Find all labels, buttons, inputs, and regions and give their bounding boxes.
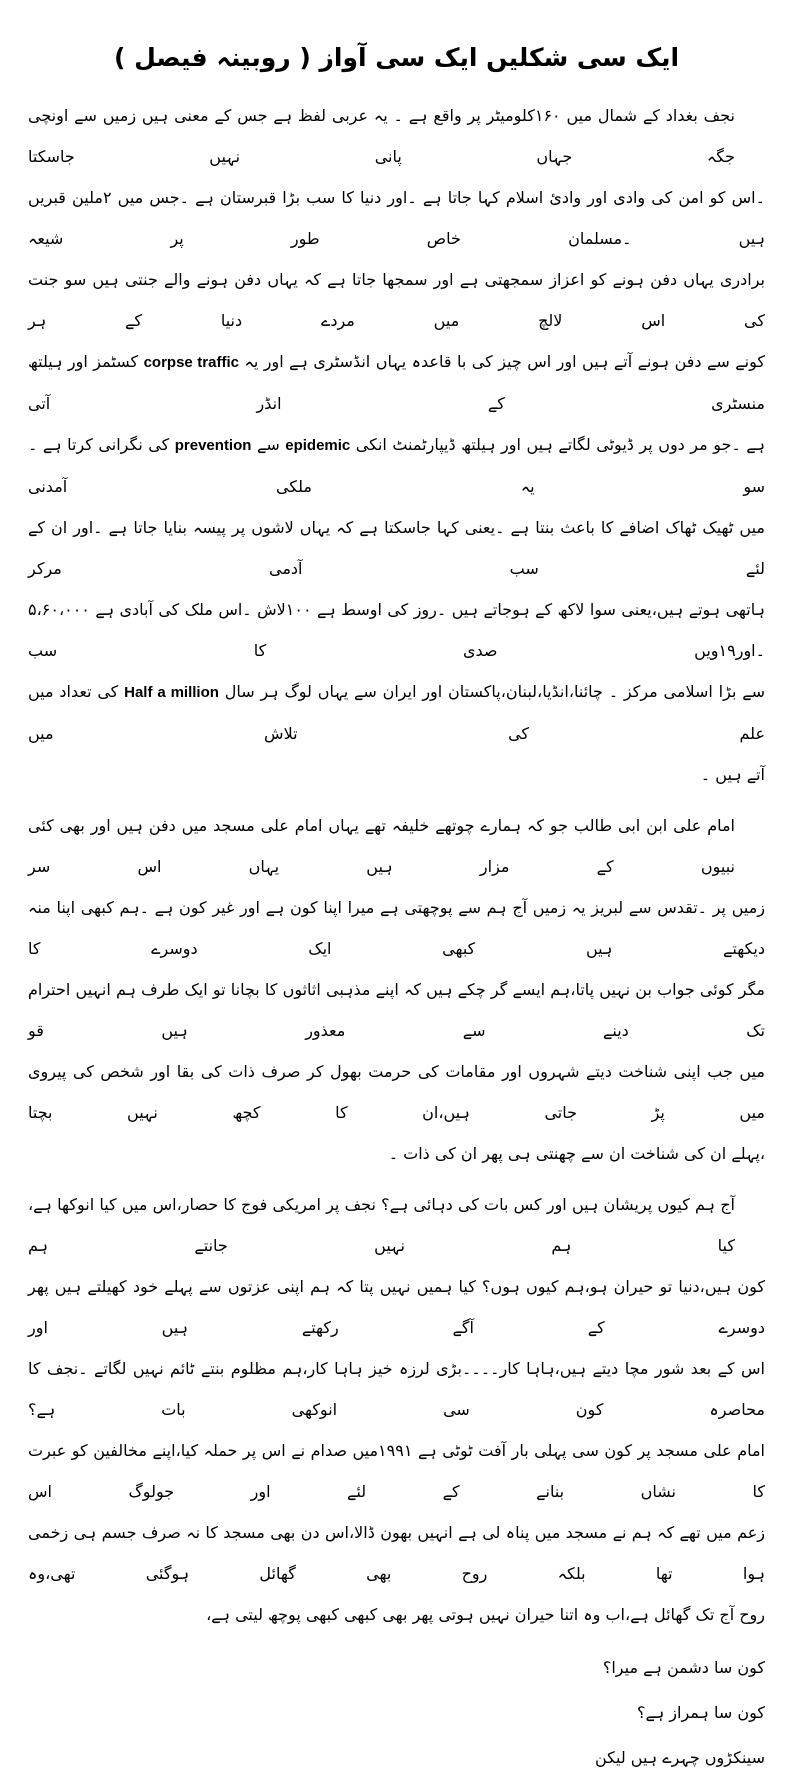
urdu-text: آج ہم کیوں پریشان ہیں اور کس بات کی دہائی ہے؟ نجف پر امریکی فوج کا حصار،اس میں کیا انوکھا ہے، کیا ہم نہیں جانتے ہم	[28, 1195, 735, 1255]
urdu-text: زعم میں تھے کہ ہم نے مسجد میں پناہ لی ہے انہیں بھون ڈالا،اس دن بھی مسجد کا نہ صرف جسم ہی زخمی ہوا تھا بلکہ روح بھی گھائل ہوگئی تھی،وہ	[28, 1523, 765, 1583]
closing-line: کون سا دشمن ہے میرا؟	[602, 1658, 765, 1677]
urdu-text: کون ہیں،دنیا تو حیران ہو،ہم کیوں ہوں؟ کیا ہمیں نہیں پتا کہ ہم اپنی عزتوں سے پہلے خود کھیلتے ہیں پھر دوسرے کے آگے رکھتے ہیں اور	[28, 1277, 765, 1337]
urdu-text: کی نگرانی کرتا ہے ۔سو یہ ملکی آمدنی	[28, 435, 765, 496]
urdu-text: کونے سے دفن ہونے آتے ہیں اور اس چیز کی با قاعدہ یہاں انڈسٹری ہے اور یہ	[238, 352, 765, 371]
text-line	[28, 754, 765, 795]
text-line	[28, 1184, 765, 1266]
text-line	[28, 1051, 765, 1133]
text-line	[28, 1348, 765, 1430]
text-line	[28, 341, 765, 424]
english-term: corpse traffic	[143, 354, 239, 371]
english-term: epidemic	[285, 437, 351, 454]
text-line	[28, 177, 765, 259]
english-term: Half a million	[124, 684, 219, 701]
urdu-text: نجف بغداد کے شمال میں ۱۶۰کلومیٹر پر واقع ہے ۔ یہ عربی لفظ ہے جس کے معنی ہیں زمیں سے اونچی جگہ جہاں پانی نہیں جاسکتا	[28, 106, 736, 166]
urdu-text: مگر کوئی جواب بن نہیں پاتا،ہم ایسے گر چکے ہیں کہ اپنے مذہبی اثاثوں کا بچانا تو ایک طرف ہم انہیں احترام تک دینے سے معذور ہیں قو	[28, 980, 765, 1040]
urdu-text: کی تعداد میں علم کی تلاش میں	[28, 682, 765, 743]
paragraph	[28, 805, 765, 1174]
text-line	[28, 259, 765, 341]
english-term: prevention	[174, 437, 252, 454]
text-line	[28, 589, 765, 671]
urdu-text: ہے ۔جو مر دوں پر ڈیوٹی لگاتے ہیں اور ہیلتھ ڈیپارٹمنٹ انکی	[350, 435, 765, 454]
paragraph	[28, 95, 765, 795]
text-line	[28, 887, 765, 969]
text-line	[28, 969, 765, 1051]
text-line	[28, 1512, 765, 1594]
urdu-text: میں جب اپنی شناخت دیتے شہروں اور مقامات کی حرمت بھول کر صرف ذات کی بقا اور شخص کی پیروی میں پڑ جاتی ہیں،ان کا کچھ نہیں بچتا	[28, 1062, 765, 1122]
urdu-text: اس کے بعد شور مچا دیتے ہیں،ہاہا کار۔۔۔۔بڑی لرزہ خیز ہاہا کار،ہم مظلوم بنتے ٹائم نہیں لگاتے ۔نجف کا محاصرہ کون سی انوکھی بات ہے؟	[28, 1359, 765, 1419]
urdu-text: میں ٹھیک ٹھاک اضافے کا باعث بنتا ہے ۔یعنی کہا جاسکتا ہے کہ یہاں لاشوں پر پیسہ بنایا جاتا ہے ۔اور ان کے لئے سب آدمی مرکر	[28, 518, 765, 578]
urdu-text: ہاتھی ہوتے ہیں،یعنی سوا لاکھ کے ہوجاتے ہیں ۔روز کی اوسط ہے ۱۰۰لاش ۔اس ملک کی آبادی ہے ۵،۶۰،۰۰۰ ۔اور۱۹ویں صدی کا سب	[28, 600, 765, 660]
urdu-text: آتے ہیں ۔	[700, 765, 765, 784]
text-line	[28, 805, 765, 887]
text-line	[28, 1594, 765, 1635]
paragraph	[28, 1184, 765, 1635]
urdu-text: برادری یہاں دفن ہونے کو اعزاز سمجھتی ہے اور سمجھا جاتا ہے کہ یہاں دفن ہونے والے جنتی ہیں سو جنت کی اس لالچ میں مردے دنیا کے ہر	[28, 270, 765, 330]
urdu-text: روح آج تک گھائل ہے،اب وہ اتنا حیران نہیں ہوتی پھر بھی کبھی کبھی پوچھ لیتی ہے،	[206, 1605, 765, 1624]
text-line	[28, 1266, 765, 1348]
closing-line: کون سا ہمراز ہے؟	[636, 1703, 765, 1722]
text-line	[28, 507, 765, 589]
urdu-text: امام علی مسجد پر کون سی پہلی بار آفت ٹوٹی ہے ۱۹۹۱میں صدام نے اس پر حملہ کیا،اپنے مخالفین کو عبرت کا نشاں بنانے کے لئے اور جولوگ اس	[28, 1441, 765, 1501]
urdu-text: سے بڑا اسلامی مرکز ۔ چائنا،انڈیا،لبنان،پاکستان اور ایران سے یہاں لوگ ہر سال	[218, 682, 765, 701]
text-line	[28, 95, 765, 177]
urdu-text: ۔اس کو امن کی وادی اور وادیٔ اسلام کہا جاتا ہے ۔اور دنیا کا سب بڑا قبرستان ہے ۔جس میں ۲ملین قبریں ہیں ۔مسلمان خاص طور پر شیعہ	[28, 188, 765, 248]
text-line	[28, 671, 765, 754]
closing-lines	[28, 1645, 765, 1780]
document-title: ایک سی شکلیں ایک سی آواز ( روبینہ فیصل )	[113, 43, 680, 72]
urdu-text: کسٹمز اور ہیلتھ منسٹری کے انڈر آتی	[28, 352, 765, 413]
urdu-text: ،پہلے ان کی شناخت ان سے چھنتی ہی پھر ان کی ذات ۔	[388, 1144, 765, 1163]
urdu-text: سے	[251, 435, 286, 454]
text-line	[28, 1430, 765, 1512]
closing-line: سینکڑوں چہرے ہیں لیکن	[594, 1748, 765, 1767]
urdu-text: زمیں پر ۔تقدس سے لبریز یہ زمیں آج ہم سے پوچھتی ہے میرا اپنا کون ہے اور غیر کون ہے ۔ہم کبھی اپنا منہ دیکھتے ہیں کبھی ایک دوسرے کا	[28, 898, 765, 958]
text-line	[28, 1133, 765, 1174]
urdu-text: امام علی ابن ابی طالب جو کہ ہمارے چوتھے خلیفہ تھے یہاں امام علی مسجد میں دفن ہیں اور بھی کئی نبیوں کے مزار ہیں یہاں اس سر	[28, 816, 735, 876]
text-line	[28, 424, 765, 507]
document-body	[28, 95, 765, 1635]
